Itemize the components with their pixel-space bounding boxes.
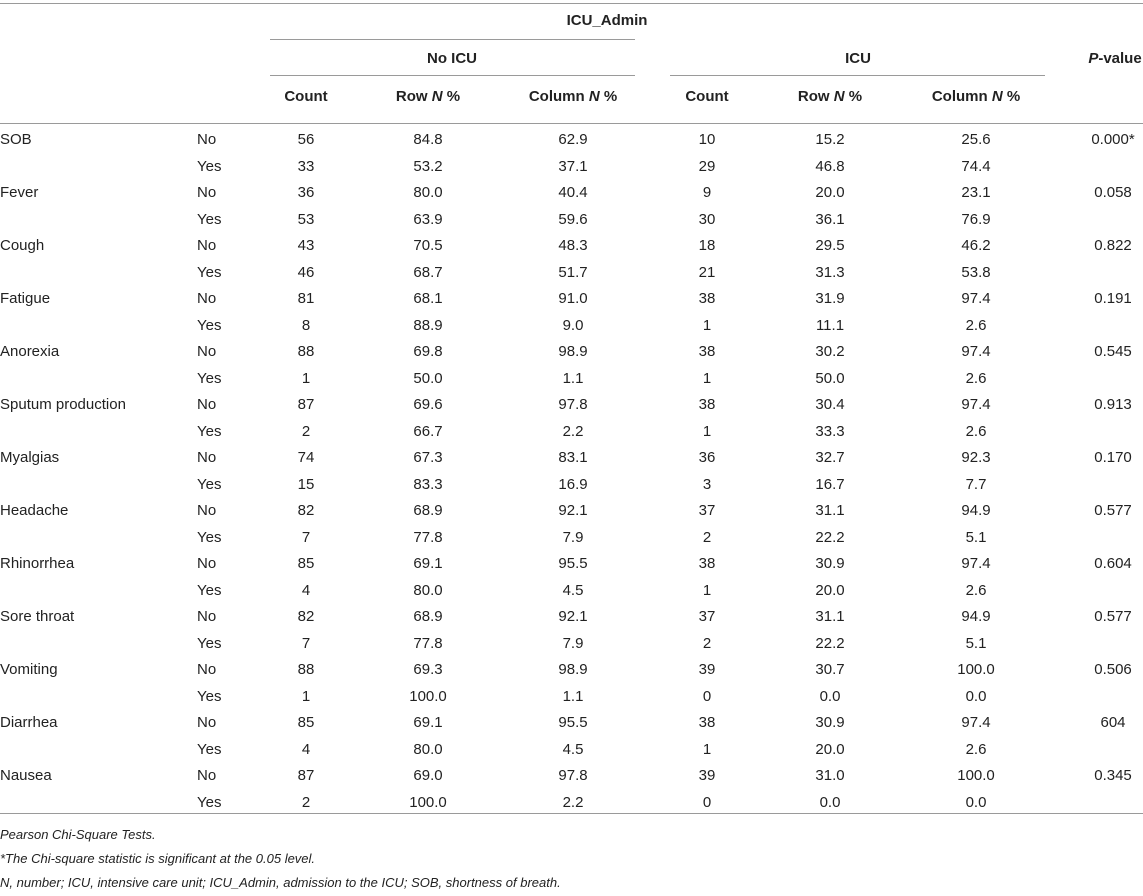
no-icu-count-cell: 2 <box>301 422 311 440</box>
no-icu-row-pct-cell: 80.0 <box>413 581 443 599</box>
p-value-cell: 0.345 <box>1094 767 1132 784</box>
p-value-cell: 0.058 <box>1094 184 1132 201</box>
no-icu-count-cell: 82 <box>297 608 315 625</box>
group-header-icu-admin: ICU_Admin <box>566 12 648 29</box>
no-icu-count-cell: 2 <box>301 793 311 811</box>
no-icu-col-pct-cell: 91.0 <box>558 290 588 307</box>
icu-col-pct-cell: 76.9 <box>961 210 991 228</box>
icu-col-pct-cell: 97.4 <box>961 714 991 731</box>
no-icu-count-cell: 85 <box>297 714 315 731</box>
icu-count-cell: 10 <box>698 131 716 148</box>
col-n: N <box>431 88 443 105</box>
p-value-cell: 0.577 <box>1094 608 1132 625</box>
icu-col-pct-cell: 23.1 <box>961 184 991 201</box>
icu-row-pct-cell: 15.2 <box>815 131 845 148</box>
icu-row-pct-cell: 29.5 <box>815 237 845 254</box>
no-icu-count-cell: 81 <box>297 290 315 307</box>
icu-count-cell: 0 <box>702 793 712 811</box>
icu-col-pct-cell: 46.2 <box>961 237 991 254</box>
icu-row-pct-cell: 22.2 <box>815 634 845 652</box>
symptom-cell: SOB <box>0 131 32 148</box>
no-icu-row-pct-cell: 68.1 <box>413 290 443 307</box>
icu-under-rule <box>670 75 1045 76</box>
no-icu-row-pct-cell: 69.8 <box>413 343 443 360</box>
level-cell: Yes <box>197 316 222 334</box>
no-icu-col-pct-cell: 62.9 <box>558 131 588 148</box>
col-col-prefix: Column <box>931 88 992 105</box>
p-value-header <box>1088 50 1141 68</box>
no-icu-count-cell: 87 <box>297 396 315 413</box>
col-row-prefix: Row <box>395 88 432 105</box>
no-icu-col-pct-cell: 59.6 <box>558 210 588 228</box>
icu-row-pct-cell: 30.9 <box>815 714 845 731</box>
no-icu-col-pct-cell: 7.9 <box>562 528 584 546</box>
icu-count-cell: 38 <box>698 290 716 307</box>
level-cell: Yes <box>197 740 222 758</box>
icu-count-cell: 36 <box>698 449 716 466</box>
icu-col-pct-cell: 5.1 <box>965 528 987 546</box>
level-cell: Yes <box>197 793 222 811</box>
level-cell: No <box>197 290 217 307</box>
p-value-cell: 0.170 <box>1094 449 1132 466</box>
icu-count-cell: 18 <box>698 237 716 254</box>
col-n: N <box>833 88 845 105</box>
no-icu-count-cell: 82 <box>297 502 315 519</box>
level-cell: No <box>197 608 217 625</box>
level-cell: Yes <box>197 475 222 493</box>
icu-count-cell: 1 <box>702 316 712 334</box>
level-cell: Yes <box>197 157 222 175</box>
icu-row-pct-cell: 30.7 <box>815 661 845 678</box>
icu-row-pct-cell: 31.1 <box>815 608 845 625</box>
icu-row-pct-cell: 20.0 <box>815 740 845 758</box>
col-col-prefix: Column <box>528 88 589 105</box>
level-cell: Yes <box>197 581 222 599</box>
level-cell: No <box>197 502 217 519</box>
icu-count-cell: 1 <box>702 369 712 387</box>
col-pct: % <box>844 88 863 105</box>
no-icu-count-cell: 46 <box>297 263 315 281</box>
no-icu-count-cell: 4 <box>301 581 311 599</box>
col-pct: % <box>599 88 618 105</box>
no-icu-row-pct-cell: 50.0 <box>413 369 443 387</box>
no-icu-row-pct-cell: 84.8 <box>413 131 443 148</box>
no-icu-row-pct-cell: 83.3 <box>413 475 443 493</box>
no-icu-count-cell: 8 <box>301 316 311 334</box>
no-icu-row-pct-cell: 100.0 <box>409 687 447 705</box>
icu-col-pct-cell: 74.4 <box>961 157 991 175</box>
header-bottom-rule <box>0 123 1143 124</box>
icu-row-pct-cell: 50.0 <box>815 369 845 387</box>
no-icu-row-pct-cell: 69.1 <box>413 555 443 572</box>
icu-col-pct-cell: 53.8 <box>961 263 991 281</box>
no-icu-count-cell: 7 <box>301 528 311 546</box>
no-icu-count-cell: 74 <box>297 449 315 466</box>
level-cell: No <box>197 131 217 148</box>
no-icu-row-pct-cell: 69.0 <box>413 767 443 784</box>
icu-row-pct-cell: 30.2 <box>815 343 845 360</box>
no-icu-col-pct-cell: 2.2 <box>562 422 584 440</box>
no-icu-row-pct-cell: 53.2 <box>413 157 443 175</box>
icu-count-cell: 1 <box>702 422 712 440</box>
no-icu-col-pct-cell: 9.0 <box>562 316 584 334</box>
symptom-cell: Sore throat <box>0 608 75 625</box>
icu-count-cell: 37 <box>698 608 716 625</box>
no-icu-row-pct-cell: 69.1 <box>413 714 443 731</box>
icu-row-pct-cell: 33.3 <box>815 422 845 440</box>
symptom-cell: Fatigue <box>0 290 51 307</box>
icu-row-pct-cell: 36.1 <box>815 210 845 228</box>
icu-count-cell: 30 <box>698 210 716 228</box>
icu-row-pct-cell: 31.9 <box>815 290 845 307</box>
p-value-cell: 0.604 <box>1094 555 1132 572</box>
icu-col-pct-cell: 100.0 <box>957 661 995 678</box>
icu-count-cell: 38 <box>698 714 716 731</box>
icu-col-pct-cell: 0.0 <box>965 793 987 811</box>
icu-col-pct-cell: 97.4 <box>961 343 991 360</box>
no-icu-col-pct-cell: 4.5 <box>562 740 584 758</box>
no-icu-row-pct-cell: 69.3 <box>413 661 443 678</box>
no-icu-row-pct-cell: 66.7 <box>413 422 443 440</box>
no-icu-row-pct-cell: 68.7 <box>413 263 443 281</box>
icu-count-cell: 38 <box>698 555 716 572</box>
no-icu-col-pct-cell: 97.8 <box>558 396 588 413</box>
col-row-n-no-icu <box>396 88 460 106</box>
no-icu-col-pct-cell: 1.1 <box>562 687 584 705</box>
no-icu-row-pct-cell: 77.8 <box>413 528 443 546</box>
level-cell: Yes <box>197 528 222 546</box>
p-value-suffix: -value <box>1098 50 1142 67</box>
icu-row-pct-cell: 46.8 <box>815 157 845 175</box>
col-n: N <box>991 88 1003 105</box>
icu-count-cell: 39 <box>698 661 716 678</box>
no-icu-row-pct-cell: 80.0 <box>413 184 443 201</box>
icu-count-cell: 9 <box>702 184 712 201</box>
icu-col-pct-cell: 2.6 <box>965 316 987 334</box>
p-value-cell: 0.191 <box>1094 290 1132 307</box>
p-value-italic: P <box>1088 50 1099 67</box>
icu-col-pct-cell: 92.3 <box>961 449 991 466</box>
p-value-cell: 0.822 <box>1094 237 1132 254</box>
no-icu-rule <box>270 39 635 40</box>
no-icu-col-pct-cell: 51.7 <box>558 263 588 281</box>
level-cell: No <box>197 555 217 572</box>
level-cell: Yes <box>197 369 222 387</box>
no-icu-row-pct-cell: 63.9 <box>413 210 443 228</box>
col-row-prefix: Row <box>797 88 834 105</box>
symptom-cell: Cough <box>0 237 45 254</box>
table-bottom-rule <box>0 813 1143 814</box>
level-cell: No <box>197 237 217 254</box>
icu-row-pct-cell: 32.7 <box>815 449 845 466</box>
icu-row-pct-cell: 0.0 <box>819 687 841 705</box>
icu-count-cell: 38 <box>698 396 716 413</box>
no-icu-col-pct-cell: 95.5 <box>558 555 588 572</box>
no-icu-col-pct-cell: 95.5 <box>558 714 588 731</box>
icu-col-pct-cell: 100.0 <box>957 767 995 784</box>
no-icu-row-pct-cell: 68.9 <box>413 502 443 519</box>
col-pct: % <box>1002 88 1021 105</box>
icu-count-cell: 2 <box>702 634 712 652</box>
footnote-1: Pearson Chi-Square Tests. <box>0 827 156 842</box>
icu-col-pct-cell: 25.6 <box>961 131 991 148</box>
symptom-cell: Myalgias <box>0 449 60 466</box>
icu-row-pct-cell: 16.7 <box>815 475 845 493</box>
icu-col-pct-cell: 7.7 <box>965 475 987 493</box>
icu-row-pct-cell: 31.3 <box>815 263 845 281</box>
no-icu-count-cell: 33 <box>297 157 315 175</box>
level-cell: Yes <box>197 634 222 652</box>
no-icu-count-cell: 1 <box>301 687 311 705</box>
icu-col-pct-cell: 2.6 <box>965 369 987 387</box>
icu-count-cell: 1 <box>702 581 712 599</box>
level-cell: No <box>197 767 217 784</box>
col-row-n-icu <box>798 88 862 106</box>
icu-count-cell: 37 <box>698 502 716 519</box>
no-icu-col-pct-cell: 40.4 <box>558 184 588 201</box>
col-count-icu: Count <box>685 88 729 105</box>
icu-col-pct-cell: 5.1 <box>965 634 987 652</box>
no-icu-row-pct-cell: 80.0 <box>413 740 443 758</box>
no-icu-row-pct-cell: 68.9 <box>413 608 443 625</box>
icu-count-cell: 38 <box>698 343 716 360</box>
no-icu-col-pct-cell: 48.3 <box>558 237 588 254</box>
no-icu-col-pct-cell: 37.1 <box>558 157 588 175</box>
no-icu-col-pct-cell: 2.2 <box>562 793 584 811</box>
icu-row-pct-cell: 22.2 <box>815 528 845 546</box>
icu-row-pct-cell: 30.9 <box>815 555 845 572</box>
no-icu-row-pct-cell: 77.8 <box>413 634 443 652</box>
icu-count-cell: 21 <box>698 263 716 281</box>
icu-row-pct-cell: 20.0 <box>815 184 845 201</box>
no-icu-row-pct-cell: 88.9 <box>413 316 443 334</box>
no-icu-row-pct-cell: 67.3 <box>413 449 443 466</box>
level-cell: No <box>197 343 217 360</box>
icu-col-pct-cell: 2.6 <box>965 740 987 758</box>
footnote-3: N, number; ICU, intensive care unit; ICU_Admin, admission to the ICU; SOB, shortness of breath. <box>0 875 561 890</box>
symptom-cell: Rhinorrhea <box>0 555 75 572</box>
icu-row-pct-cell: 11.1 <box>815 316 845 334</box>
top-rule <box>0 3 1143 4</box>
p-value-cell: 604 <box>1100 714 1126 731</box>
icu-row-pct-cell: 31.0 <box>815 767 845 784</box>
icu-count-cell: 3 <box>702 475 712 493</box>
level-cell: No <box>197 714 217 731</box>
symptom-cell: Diarrhea <box>0 714 58 731</box>
icu-col-pct-cell: 2.6 <box>965 581 987 599</box>
p-value-cell: 0.577 <box>1094 502 1132 519</box>
p-value-cell: 0.000* <box>1091 131 1135 148</box>
level-cell: Yes <box>197 210 222 228</box>
no-icu-count-cell: 43 <box>297 237 315 254</box>
no-icu-count-cell: 36 <box>297 184 315 201</box>
no-icu-col-pct-cell: 7.9 <box>562 634 584 652</box>
icu-count-cell: 2 <box>702 528 712 546</box>
icu-col-pct-cell: 94.9 <box>961 608 991 625</box>
no-icu-col-pct-cell: 92.1 <box>558 502 588 519</box>
no-icu-count-cell: 88 <box>297 343 315 360</box>
icu-count-cell: 0 <box>702 687 712 705</box>
no-icu-col-pct-cell: 92.1 <box>558 608 588 625</box>
no-icu-col-pct-cell: 1.1 <box>562 369 584 387</box>
level-cell: No <box>197 449 217 466</box>
icu-count-cell: 1 <box>702 740 712 758</box>
no-icu-count-cell: 4 <box>301 740 311 758</box>
icu-col-pct-cell: 97.4 <box>961 555 991 572</box>
icu-col-pct-cell: 2.6 <box>965 422 987 440</box>
p-value-cell: 0.545 <box>1094 343 1132 360</box>
p-value-cell: 0.506 <box>1094 661 1132 678</box>
col-n: N <box>588 88 600 105</box>
no-icu-col-pct-cell: 98.9 <box>558 661 588 678</box>
icu-col-pct-cell: 0.0 <box>965 687 987 705</box>
level-cell: No <box>197 184 217 201</box>
col-pct: % <box>442 88 461 105</box>
symptom-cell: Sputum production <box>0 396 126 413</box>
col-column-n-icu <box>932 88 1020 106</box>
col-count-no-icu: Count <box>284 88 328 105</box>
level-cell: Yes <box>197 263 222 281</box>
icu-col-pct-cell: 97.4 <box>961 290 991 307</box>
no-icu-count-cell: 87 <box>297 767 315 784</box>
no-icu-col-pct-cell: 4.5 <box>562 581 584 599</box>
no-icu-row-pct-cell: 70.5 <box>413 237 443 254</box>
no-icu-count-cell: 85 <box>297 555 315 572</box>
icu-col-pct-cell: 94.9 <box>961 502 991 519</box>
no-icu-col-pct-cell: 83.1 <box>558 449 588 466</box>
symptom-cell: Anorexia <box>0 343 60 360</box>
symptom-cell: Headache <box>0 502 69 519</box>
icu-count-cell: 39 <box>698 767 716 784</box>
no-icu-count-cell: 56 <box>297 131 315 148</box>
group-no-icu: No ICU <box>427 50 477 67</box>
icu-col-pct-cell: 97.4 <box>961 396 991 413</box>
level-cell: No <box>197 661 217 678</box>
symptom-cell: Fever <box>0 184 39 201</box>
no-icu-col-pct-cell: 16.9 <box>558 475 588 493</box>
no-icu-count-cell: 1 <box>301 369 311 387</box>
no-icu-count-cell: 7 <box>301 634 311 652</box>
level-cell: No <box>197 396 217 413</box>
icu-count-cell: 29 <box>698 157 716 175</box>
no-icu-count-cell: 88 <box>297 661 315 678</box>
symptom-cell: Vomiting <box>0 661 58 678</box>
icu-no-icu-under-rule <box>270 75 635 76</box>
symptom-cell: Nausea <box>0 767 52 784</box>
group-icu: ICU <box>845 50 871 67</box>
no-icu-row-pct-cell: 69.6 <box>413 396 443 413</box>
level-cell: Yes <box>197 687 222 705</box>
footnote-2: *The Chi-square statistic is significant at the 0.05 level. <box>0 851 316 866</box>
icu-row-pct-cell: 0.0 <box>819 793 841 811</box>
no-icu-col-pct-cell: 97.8 <box>558 767 588 784</box>
no-icu-count-cell: 53 <box>297 210 315 228</box>
icu-row-pct-cell: 30.4 <box>815 396 845 413</box>
icu-row-pct-cell: 31.1 <box>815 502 845 519</box>
no-icu-count-cell: 15 <box>297 475 315 493</box>
col-column-n-no-icu <box>529 88 617 106</box>
p-value-cell: 0.913 <box>1094 396 1132 413</box>
no-icu-col-pct-cell: 98.9 <box>558 343 588 360</box>
no-icu-row-pct-cell: 100.0 <box>409 793 447 811</box>
level-cell: Yes <box>197 422 222 440</box>
icu-row-pct-cell: 20.0 <box>815 581 845 599</box>
